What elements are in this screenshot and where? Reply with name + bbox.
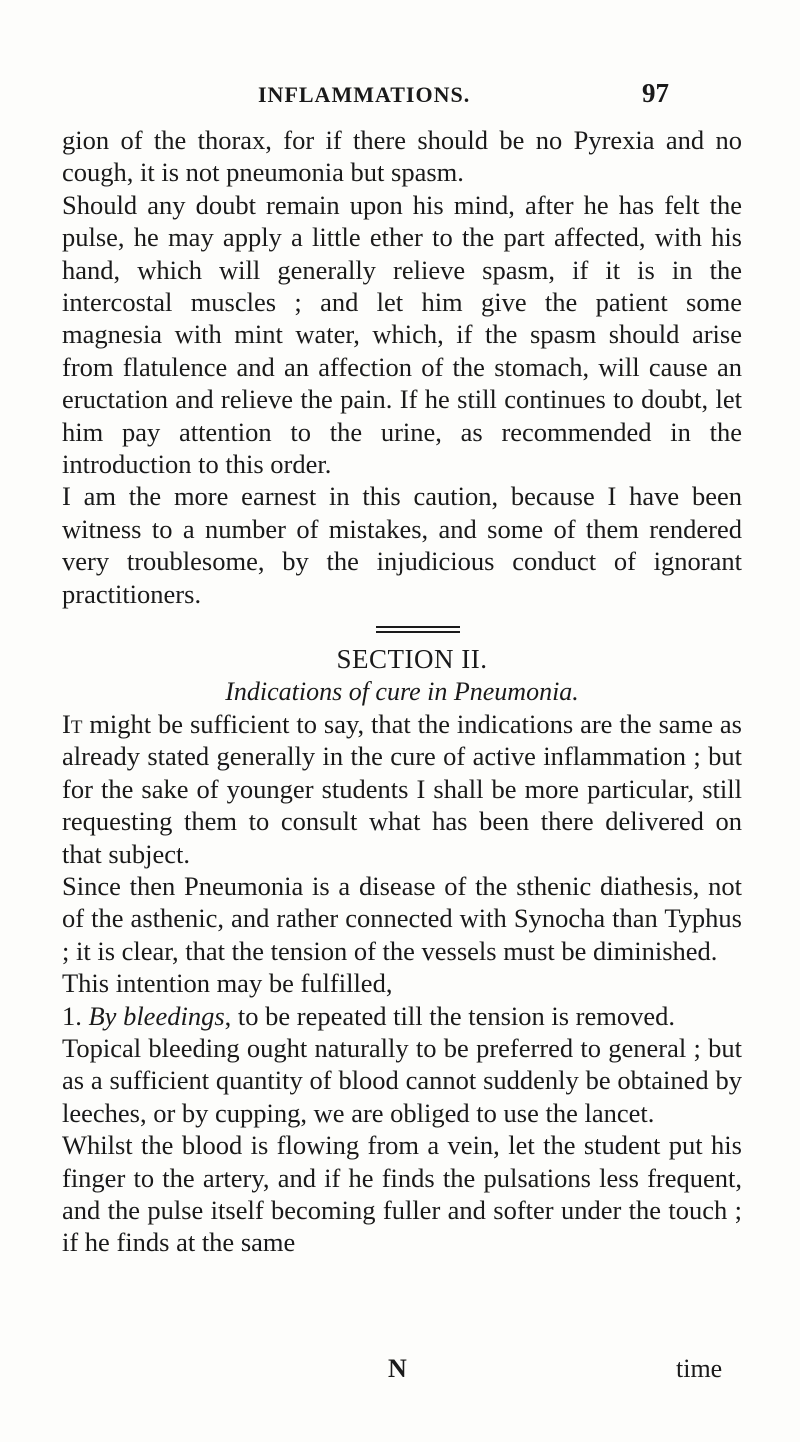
page-footer xyxy=(0,1354,800,1394)
paragraph-indications xyxy=(62,708,742,870)
page-number: 97 xyxy=(642,78,669,108)
running-head xyxy=(0,78,800,118)
catchword: time xyxy=(676,1354,723,1383)
paragraph-bleedings xyxy=(62,1000,742,1032)
italic-term: By bleedings xyxy=(88,1000,225,1031)
section-divider xyxy=(376,626,460,633)
paragraph-bleedings-text: , to be repeated till the tension is removed. xyxy=(224,1000,676,1031)
drop-word: It xyxy=(62,708,83,739)
paragraph-indications-text: might be sufficient to say, that the indications are the same as already stated generally in the cure of active inflammation ; but for the sake of younger students I shall be more particular, still requesting them to consult what has been there delivered on that subject. xyxy=(62,708,742,869)
running-head-title: INFLAMMATIONS. xyxy=(258,82,471,107)
paragraph-doubt: Should any doubt remain upon his mind, after he has felt the pulse, he may apply a little ether to the part affected, with his hand, which will generally relieve spasm, if it is in the intercostal muscles ; and let him give the patient some magnesia with mint water, which, if the spasm should arise from flatulence and an affection of the stomach, will cause an eructation and relieve the pain. If he still continues to doubt, let him pay attention to the urine, as recommended in the introduction to this order. xyxy=(62,189,742,480)
paragraph-topical: Topical bleeding ought naturally to be preferred to general ; but as a sufficient quantity of blood cannot suddenly be obtained by leeches, or by cupping, we are obliged to use the lancet. xyxy=(62,1032,742,1128)
signature-mark: N xyxy=(388,1354,407,1383)
page-text xyxy=(62,124,742,1259)
section-subtitle: Indications of cure in Pneumonia. xyxy=(225,676,579,706)
paragraph-intention: This intention may be fulfilled, xyxy=(62,968,393,999)
paragraph-pulse: Whilst the blood is flowing from a vein, let the student put his finger to the artery, and if he finds the pulsations less frequent, and the pulse itself becoming fuller and softer under the touch ; if he finds at the same xyxy=(62,1130,742,1258)
paragraph-sthenic: Since then Pneumonia is a disease of the sthenic diathesis, not of the asthenic, and rather connected with Synocha than Typhus ; it is clear, that the tension of the vessels must be diminished. xyxy=(62,870,742,966)
section-title: SECTION II. xyxy=(336,644,488,675)
list-number: 1. xyxy=(62,1000,89,1031)
paragraph-continuation: gion of the thorax, for if there should be no Pyrexia and no cough, it is not pneumonia but spasm. xyxy=(62,125,742,188)
paragraph-caution: I am the more earnest in this caution, because I have been witness to a number of mistakes, and some of them rendered very troublesome, by the injudicious conduct of ignorant practitioners. xyxy=(62,481,742,609)
